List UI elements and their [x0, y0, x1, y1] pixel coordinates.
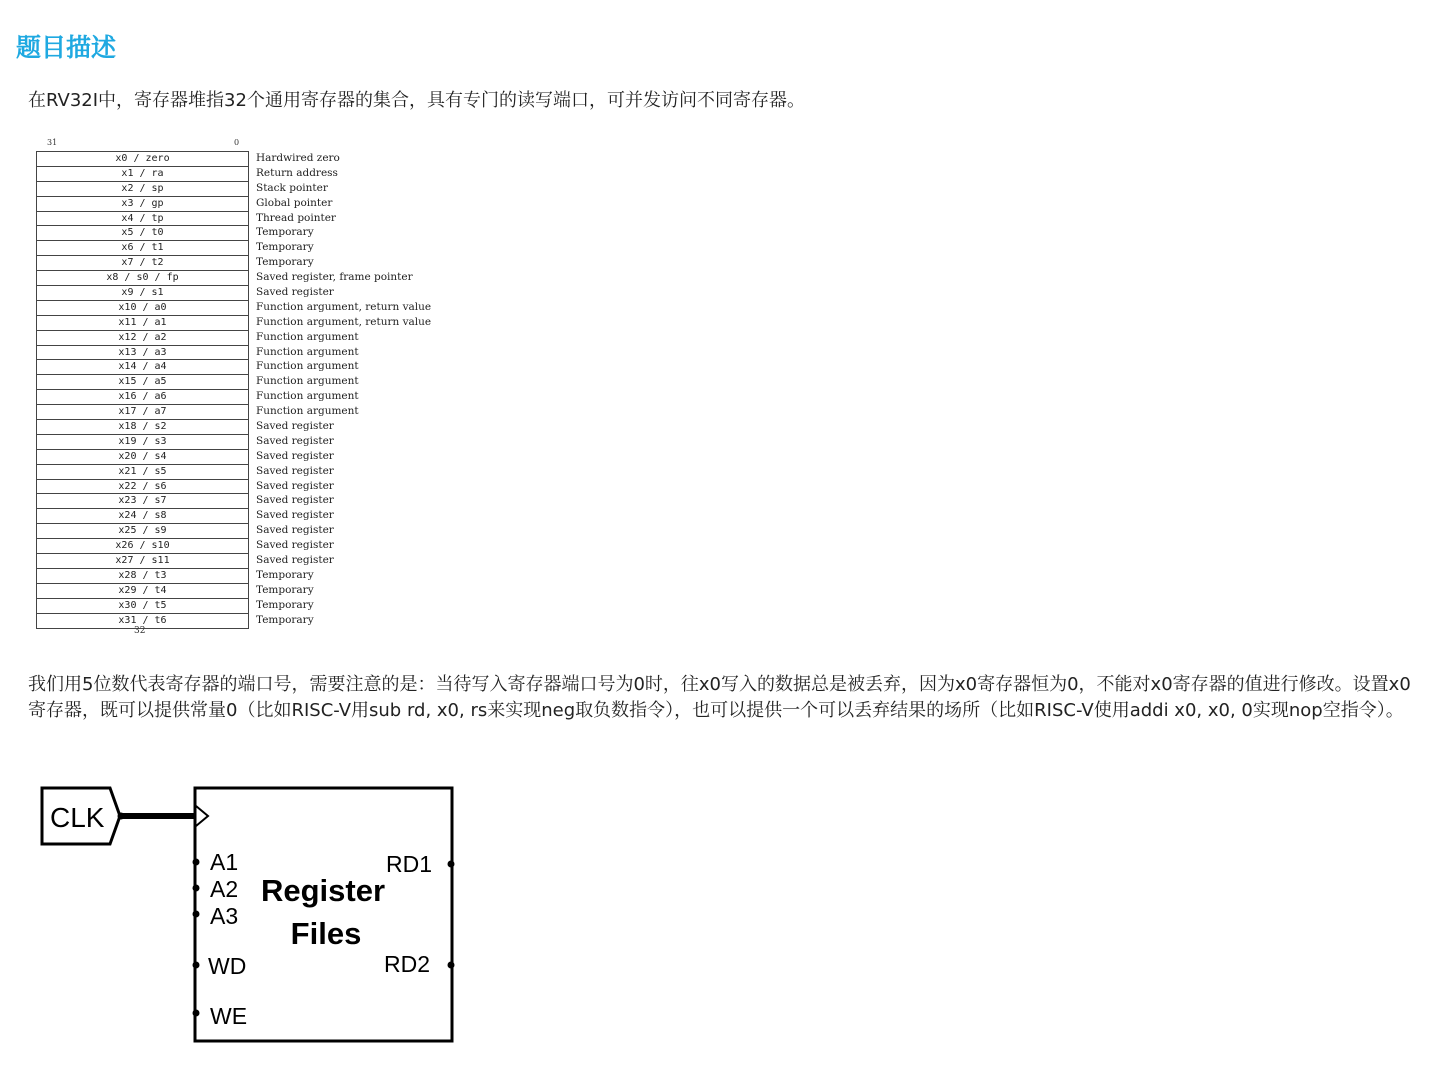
port-wd-dot	[193, 962, 200, 969]
register-name-cell: x16 / a6	[37, 390, 248, 405]
register-name-cell: x4 / tp	[37, 212, 248, 227]
port-a1-dot	[193, 859, 200, 866]
register-name-cell: x6 / t1	[37, 241, 248, 256]
intro-paragraph: 在RV32I中，寄存器堆指32个通用寄存器的集合，具有专门的读写端口，可并发访问不同寄存器。	[28, 90, 805, 111]
bit-low-label: 0	[234, 138, 240, 147]
register-name-cell: x9 / s1	[37, 286, 248, 301]
port-rd1-label: RD1	[386, 851, 433, 877]
port-we-label: WE	[210, 1003, 248, 1029]
register-name-cell: x7 / t2	[37, 256, 248, 271]
register-name-cell: x25 / s9	[37, 524, 248, 539]
register-description: Saved register	[256, 554, 334, 567]
register-name-cell: x23 / s7	[37, 494, 248, 509]
register-description: Thread pointer	[256, 211, 336, 224]
register-description: Function argument, return value	[256, 315, 432, 328]
register-name-cell: x13 / a3	[37, 346, 248, 361]
bit-high-label: 31	[47, 138, 58, 147]
register-name-cell: x24 / s8	[37, 509, 248, 524]
register-name-cell: x1 / ra	[37, 167, 248, 182]
register-name-cell: x8 / s0 / fp	[37, 271, 248, 286]
register-table	[36, 151, 249, 629]
register-name-cell: x14 / a4	[37, 360, 248, 375]
register-description: Saved register	[256, 449, 334, 462]
register-description: Saved register	[256, 494, 334, 507]
register-description: Function argument	[256, 345, 359, 358]
register-name-cell: x17 / a7	[37, 405, 248, 420]
register-description: Function argument	[256, 330, 359, 343]
register-width-label: 32	[134, 626, 146, 636]
register-name-cell: x0 / zero	[37, 152, 248, 167]
register-description: Function argument	[256, 405, 359, 418]
register-name-cell: x12 / a2	[37, 331, 248, 346]
register-name-cell: x10 / a0	[37, 301, 248, 316]
register-description: Saved register	[256, 420, 334, 433]
register-description: Temporary	[256, 598, 314, 611]
register-file-diagram	[38, 782, 458, 1046]
section-title: 题目描述	[16, 33, 117, 62]
register-description: Function argument	[256, 360, 359, 373]
register-name-cell: x15 / a5	[37, 375, 248, 390]
register-name-cell: x18 / s2	[37, 420, 248, 435]
register-name-cell: x28 / t3	[37, 569, 248, 584]
diagram-title-line2: Files	[290, 916, 362, 951]
register-description: Hardwired zero	[256, 152, 340, 164]
register-name-cell: x27 / s11	[37, 554, 248, 569]
port-rd2-label: RD2	[384, 951, 431, 977]
register-description: Saved register	[256, 464, 334, 477]
register-name-cell: x19 / s3	[37, 435, 248, 450]
register-description: Temporary	[256, 568, 314, 581]
register-description: Temporary	[256, 613, 314, 626]
port-we-dot	[193, 1010, 200, 1017]
register-description: Function argument	[256, 390, 359, 403]
port-a2-dot	[193, 885, 200, 892]
register-description: Return address	[256, 166, 338, 179]
register-description: Saved register	[256, 509, 334, 522]
register-name-cell: x2 / sp	[37, 182, 248, 197]
register-description: Stack pointer	[256, 181, 328, 194]
register-name-cell: x26 / s10	[37, 539, 248, 554]
clock-label: CLK	[50, 802, 105, 833]
register-description: Temporary	[256, 583, 314, 596]
register-description: Saved register	[256, 286, 334, 299]
register-description: Function argument, return value	[256, 300, 432, 313]
register-name-cell: x11 / a1	[37, 316, 248, 331]
register-descriptions	[256, 151, 431, 628]
port-a1-label: A1	[210, 849, 239, 875]
port-a3-dot	[193, 911, 200, 918]
register-name-cell: x5 / t0	[37, 226, 248, 241]
port-rd2-dot	[448, 962, 455, 969]
port-a2-label: A2	[210, 876, 239, 902]
register-description: Global pointer	[256, 196, 333, 209]
register-description: Temporary	[256, 226, 314, 239]
port-wd-label: WD	[208, 953, 247, 979]
register-description: Saved register, frame pointer	[256, 271, 413, 284]
register-name-cell: x31 / t6	[37, 614, 248, 629]
register-name-cell: x22 / s6	[37, 480, 248, 495]
register-name-cell: x3 / gp	[37, 197, 248, 212]
diagram-title-line1: Register	[260, 873, 386, 908]
port-a3-label: A3	[210, 903, 239, 929]
clock-wire-dot	[118, 813, 125, 820]
register-description: Function argument	[256, 375, 359, 388]
register-name-cell: x20 / s4	[37, 450, 248, 465]
register-description: Saved register	[256, 539, 334, 552]
register-description: Temporary	[256, 256, 314, 269]
register-file-svg	[38, 782, 458, 1046]
register-name-cell: x30 / t5	[37, 599, 248, 614]
register-name-cell: x29 / t4	[37, 584, 248, 599]
register-table-figure	[30, 138, 430, 642]
register-description: Saved register	[256, 524, 334, 537]
register-description: Saved register	[256, 479, 334, 492]
port-rd1-dot	[448, 861, 455, 868]
register-description: Temporary	[256, 241, 314, 254]
register-name-cell: x21 / s5	[37, 465, 248, 480]
note-paragraph: 我们用5位数代表寄存器的端口号，需要注意的是：当待写入寄存器端口号为0时，往x0写入的数据总是被丢弃，因为x0寄存器恒为0，不能对x0寄存器的值进行修改。设置x0寄存器，既可以提供常量0（比如RISC-V用sub rd, x0, rs来实现neg取负数指令），也可以提供一个可以丢弃结果的场所（比如RISC-V使用addi x0, x0, 0实现nop空指令）。	[28, 674, 1411, 721]
register-description: Saved register	[256, 434, 334, 447]
